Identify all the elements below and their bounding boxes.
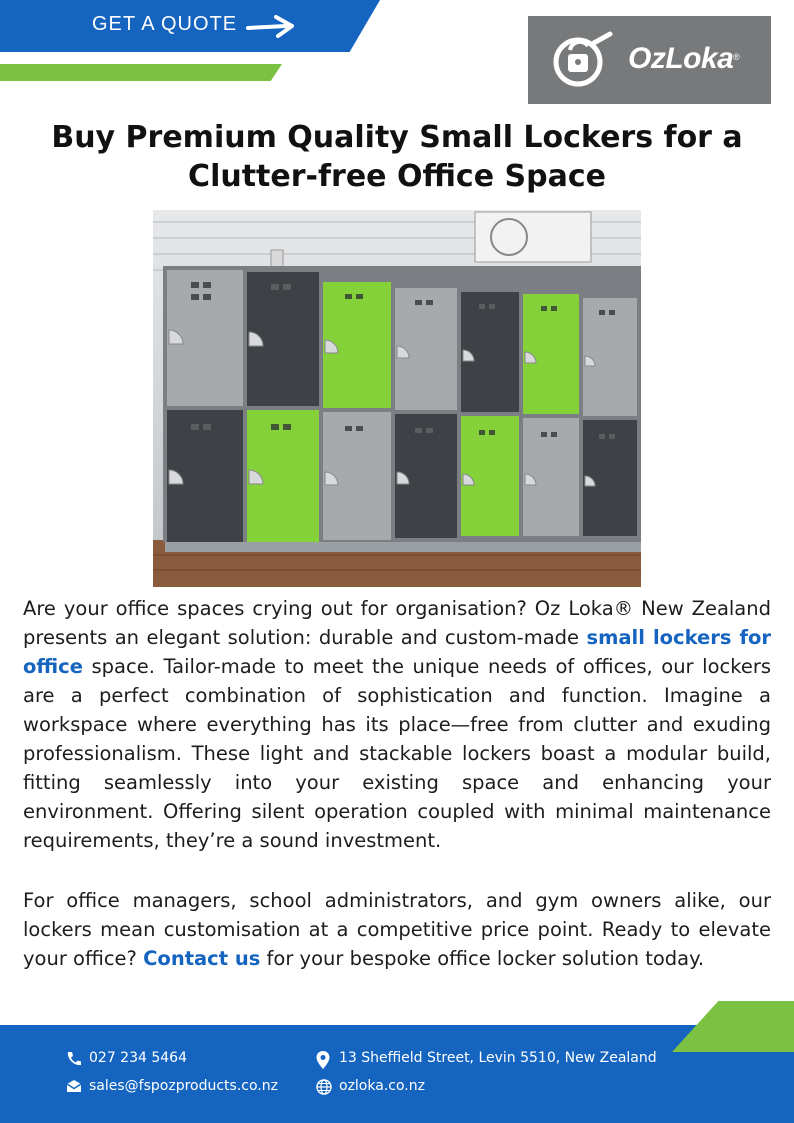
cta-text-b: for your bespoke office locker solution today. — [260, 947, 705, 970]
intro-paragraph — [23, 594, 771, 855]
website-url[interactable]: ozloka.co.nz — [339, 1078, 425, 1094]
intro-text-b: space. Tailor-made to meet the unique needs of offices, our lockers are a perfect combination of sophistication and function. Imagine a workspace where everything has its place—free from clutter and exuding professionalism. These light and stackable lockers boast a modular build, fitting seamlessly into your existing space and enhancing your environment. Offering silent operation coupled with minimal maintenance requirements, they’re a sound investment. — [23, 655, 771, 852]
email-address[interactable]: sales@fspozproducts.co.nz — [89, 1078, 278, 1094]
globe-icon — [316, 1079, 332, 1095]
lockers-illustration — [153, 210, 641, 587]
intro-text-a: Are your office spaces crying out for organisation? Oz Loka® New Zealand presents an elegant solution: durable and custom-made — [23, 597, 771, 649]
logo-registered-mark: ® — [733, 52, 740, 62]
arrow-right-icon[interactable] — [246, 14, 298, 40]
lock-shield-icon — [548, 30, 628, 92]
location-pin-icon — [316, 1051, 330, 1069]
logo-wordmark: OzLoka — [628, 42, 734, 75]
small-lockers-link[interactable]: small lockers for office — [23, 626, 771, 678]
contact-us-link[interactable]: Contact us — [143, 947, 261, 970]
phone-icon — [66, 1051, 82, 1067]
phone-number[interactable]: 027 234 5464 — [89, 1050, 187, 1066]
get-quote-label[interactable]: GET A QUOTE — [92, 13, 238, 35]
footer-band — [0, 1025, 794, 1123]
email-icon — [66, 1079, 82, 1093]
ozloka-logo[interactable] — [528, 16, 771, 104]
green-accent-stripe — [0, 64, 282, 81]
cta-text-a: For office managers, school administrators, and gym owners alike, our lockers mean customisation at a competitive price point. Ready to elevate your office? — [23, 889, 771, 970]
page-title: Buy Premium Quality Small Lockers for a Clutter-free Office Space — [51, 120, 743, 194]
address-text: 13 Sheffield Street, Levin 5510, New Zealand — [339, 1050, 657, 1066]
cta-paragraph — [23, 886, 771, 973]
lockers-photo — [153, 210, 641, 587]
